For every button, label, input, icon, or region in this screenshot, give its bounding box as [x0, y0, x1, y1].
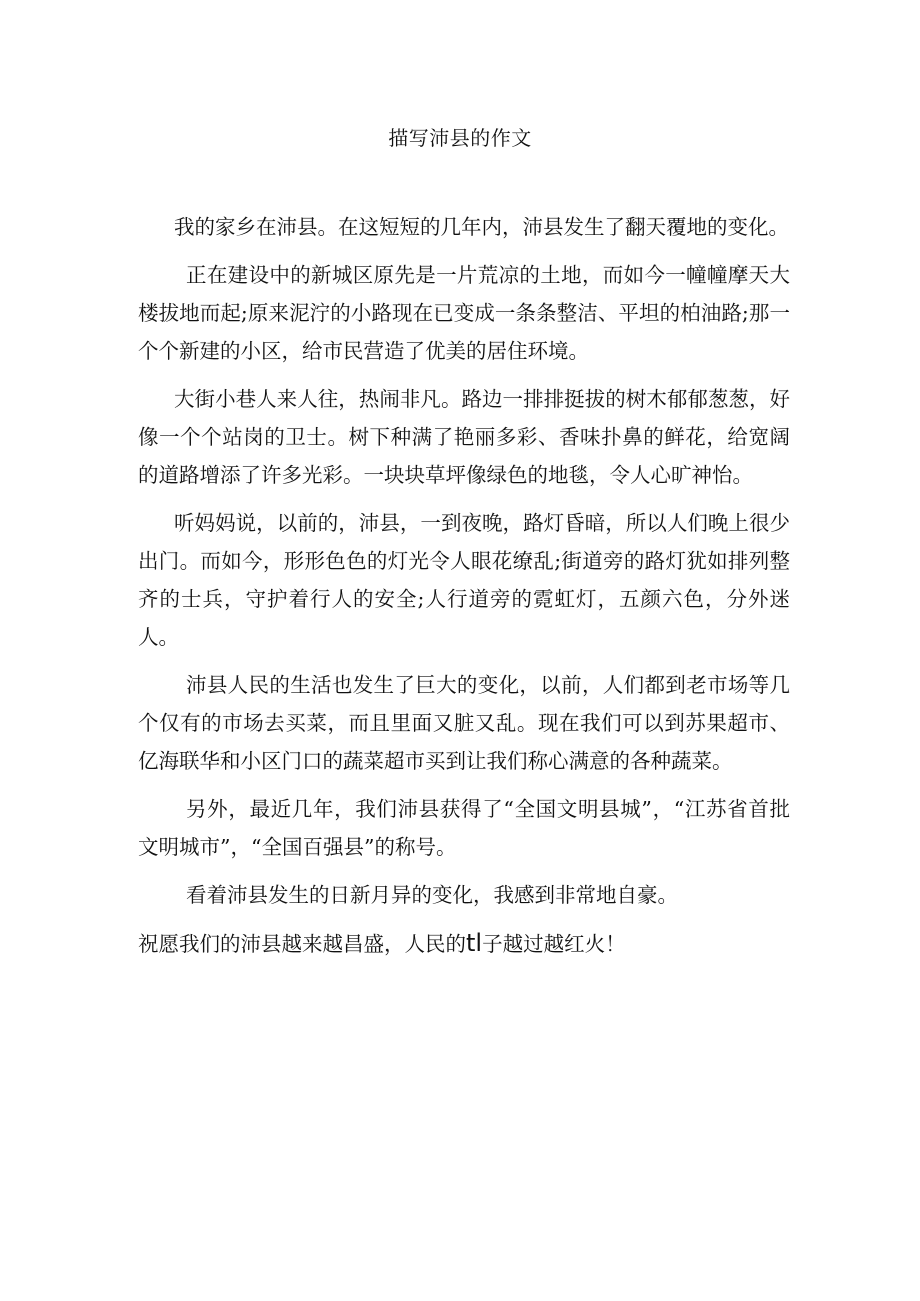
- paragraph-4: 听妈妈说，以前的，沛县，一到夜晚，路灯昏暗，所以人们晚上很少出门。而如今，形形色色的灯光令人眼花缭乱;街道旁的路灯犹如排列整齐的士兵，守护着行人的安全;人行道旁的霓虹灯，五颜六色，分外迷人。: [138, 511, 790, 649]
- closing-paragraph: [138, 924, 790, 963]
- paragraph-3: 大街小巷人来人往，热闹非凡。路边一排排挺拔的树木郁郁葱葱，好像一个个站岗的卫士。树下种满了艳丽多彩、香味扑鼻的鲜花，给宽阔的道路增添了许多光彩。一块块草坪像绿色的地毯，令人心旷神怡。: [138, 387, 790, 487]
- closing-odd-glyph: tl: [466, 929, 483, 957]
- paragraph-6: 另外，最近几年，我们沛县获得了“全国文明县城”，“江苏省首批文明城市”，“全国百强县”的称号。: [138, 797, 790, 859]
- paragraph-2: 正在建设中的新城区原先是一片荒凉的土地，而如今一幢幢摩天大楼拔地而起;原来泥泞的小路现在已变成一条条整洁、平坦的柏油路;那一个个新建的小区，给市民营造了优美的居住环境。: [138, 263, 790, 363]
- document-body: [138, 208, 790, 973]
- document-title: 描写沛县的作文: [388, 126, 532, 150]
- closing-text-before: 祝愿我们的沛县越来越昌盛，人民的: [138, 932, 466, 956]
- paragraph-7: 看着沛县发生的日新月异的变化，我感到非常地自豪。: [186, 883, 678, 907]
- paragraph-5: 沛县人民的生活也发生了巨大的变化，以前，人们都到老市场等几个仅有的市场去买菜，而且里面又脏又乱。现在我们可以到苏果超市、亿海联华和小区门口的蔬菜超市买到让我们称心满意的各种蔬菜。: [138, 673, 790, 773]
- paragraph-1: 我的家乡在沛县。在这短短的几年内，沛县发生了翻天覆地的变化。: [174, 215, 789, 239]
- closing-text-after: 子越过越红火！: [482, 932, 626, 956]
